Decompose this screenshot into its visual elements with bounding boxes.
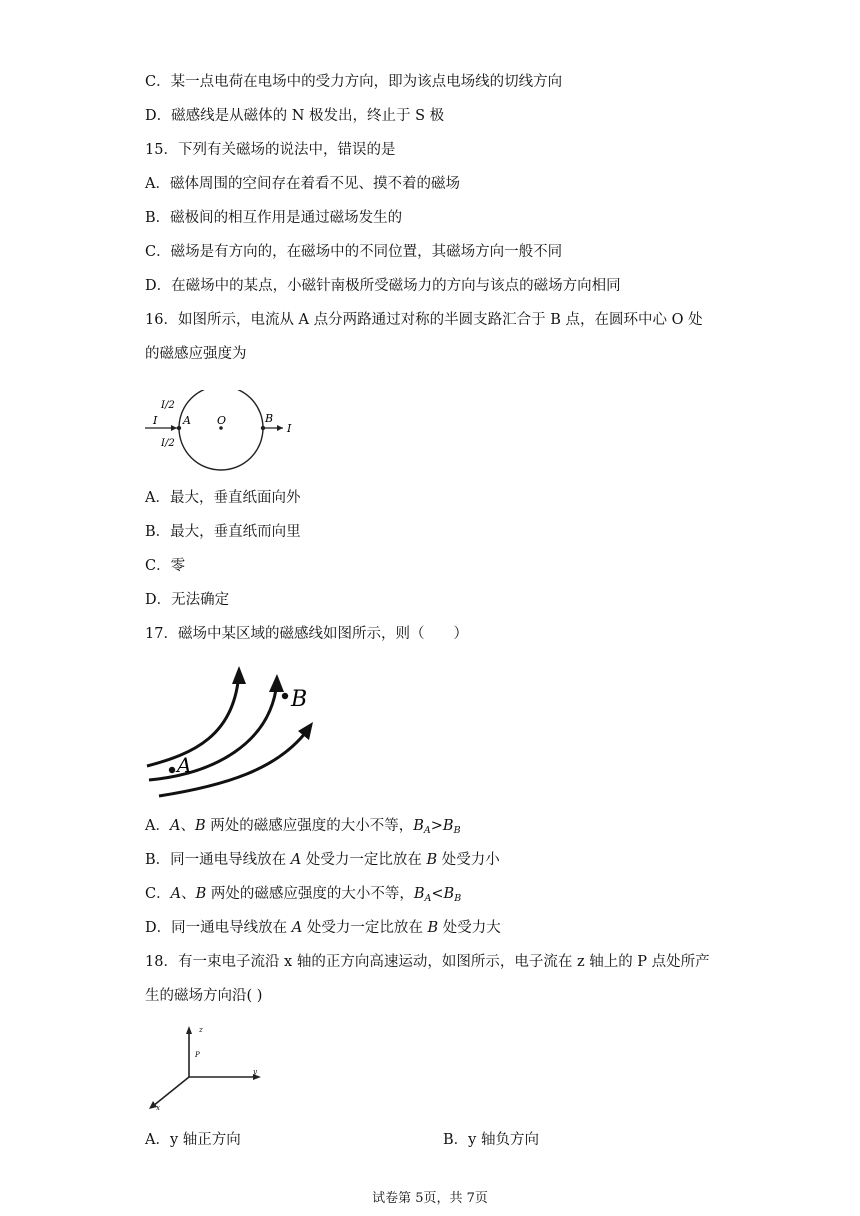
q17-d-mid: 处受力一定比放在 [306, 920, 423, 936]
q15-option-b: B．磁极间的相互作用是通过磁场发生的 [145, 210, 403, 226]
q18-label-z: z [199, 1026, 203, 1034]
q17-c-prefix: C． [145, 886, 171, 902]
q14-option-d: D．磁感线是从磁体的 N 极发出，终止于 S 极 [145, 108, 445, 124]
q17-b-var-b: B [426, 852, 438, 868]
q17-a-var-a: A [169, 818, 181, 834]
q17-a-sep: 、 [180, 818, 195, 834]
q17-label-a: A [177, 753, 192, 777]
q17-d-var-a: A [291, 920, 303, 936]
q17-b-mid: 处受力一定比放在 [305, 852, 422, 868]
q17-c-text: 两处的磁感应强度的大小不等， [210, 886, 414, 902]
q16-option-d: D．无法确定 [145, 592, 230, 608]
q17-stem: 17．磁场中某区域的磁感线如图所示，则（ ） [145, 626, 468, 642]
q17-c-lt: < [431, 886, 444, 902]
q15-option-c: C．磁场是有方向的，在磁场中的不同位置，其磁场方向一般不同 [145, 244, 563, 260]
q16-ring-figure [143, 390, 303, 478]
q18-stem-line1: 18．有一束电子流沿 x 轴的正方向高速运动，如图所示，电子流在 z 轴上的 P 点处所产 [145, 954, 710, 970]
q17-option-b [145, 850, 500, 870]
q17-field-lines-figure [143, 658, 323, 803]
q17-c-sub-b: B [454, 893, 462, 904]
q17-d-end: 处受力大 [442, 920, 501, 936]
q18-axes-figure [143, 1020, 273, 1116]
q18-option-a: A．y 轴正方向 [145, 1132, 241, 1148]
q17-a-var-b: B [194, 818, 206, 834]
q15-stem: 15．下列有关磁场的说法中，错误的是 [145, 142, 396, 158]
q17-option-c: C．A、B 两处的磁感应强度的大小不等，$B_A<B_B$ [145, 886, 462, 904]
q17-d-var-b: B [427, 920, 439, 936]
q18-option-b: B．y 轴负方向 [443, 1132, 539, 1148]
q17-option-d [145, 918, 501, 938]
q18-label-p: P [195, 1051, 200, 1059]
q17-b-var-a: A [290, 852, 302, 868]
page-footer: 试卷第 5页，共 7页 [372, 1191, 488, 1206]
q17-a-prefix: A． [145, 818, 170, 834]
q16-label-b: B [265, 412, 274, 425]
q17-b-end: 处受力小 [441, 852, 500, 868]
q17-d-text: D．同一通电导线放在 [145, 920, 288, 936]
q18-label-y: y [253, 1068, 257, 1076]
q15-option-d: D．在磁场中的某点，小磁针南极所受磁场力的方向与该点的磁场方向相同 [145, 278, 621, 294]
q16-label-i-right: I [287, 422, 292, 435]
q18-stem-line2: 生的磁场方向沿( ) [145, 988, 263, 1004]
q16-option-c: C．零 [145, 558, 186, 574]
q16-label-o: O [217, 414, 227, 427]
q17-c-var-b: B [195, 886, 207, 902]
q16-label-half-top: I/2 [161, 400, 175, 411]
q18-label-x: x [156, 1104, 160, 1112]
q15-option-a: A．磁体周围的空间存在着看不见、摸不着的磁场 [145, 176, 460, 192]
q17-a-text: 两处的磁感应强度的大小不等， [210, 818, 414, 834]
q14-option-c: C．某一点电荷在电场中的受力方向，即为该点电场线的切线方向 [145, 74, 563, 90]
q16-option-a: A．最大，垂直纸面向外 [145, 490, 301, 506]
q16-label-a: A [183, 414, 191, 427]
q17-option-a: A．A、B 两处的磁感应强度的大小不等，$B_A>B_B$ [145, 818, 461, 836]
q16-label-i-left: I [153, 414, 158, 427]
q17-label-b: B [291, 687, 308, 712]
q17-b-text: B．同一通电导线放在 [145, 852, 287, 868]
q17-c-sep: 、 [181, 886, 196, 902]
q17-a-sub-a: A [423, 825, 431, 836]
q16-label-half-bottom: I/2 [161, 438, 175, 449]
q17-a-sub-b: B [453, 825, 461, 836]
q16-stem-line1: 16．如图所示，电流从 A 点分两路通过对称的半圆支路汇合于 B 点，在圆环中心 O 处 [145, 312, 703, 328]
q17-c-var-a: A [170, 886, 182, 902]
q16-option-b: B．最大，垂直纸而向里 [145, 524, 301, 540]
q16-stem-line2: 的磁感应强度为 [145, 346, 247, 362]
q17-c-sub-a: A [424, 893, 432, 904]
q17-a-gt: > [430, 818, 443, 834]
